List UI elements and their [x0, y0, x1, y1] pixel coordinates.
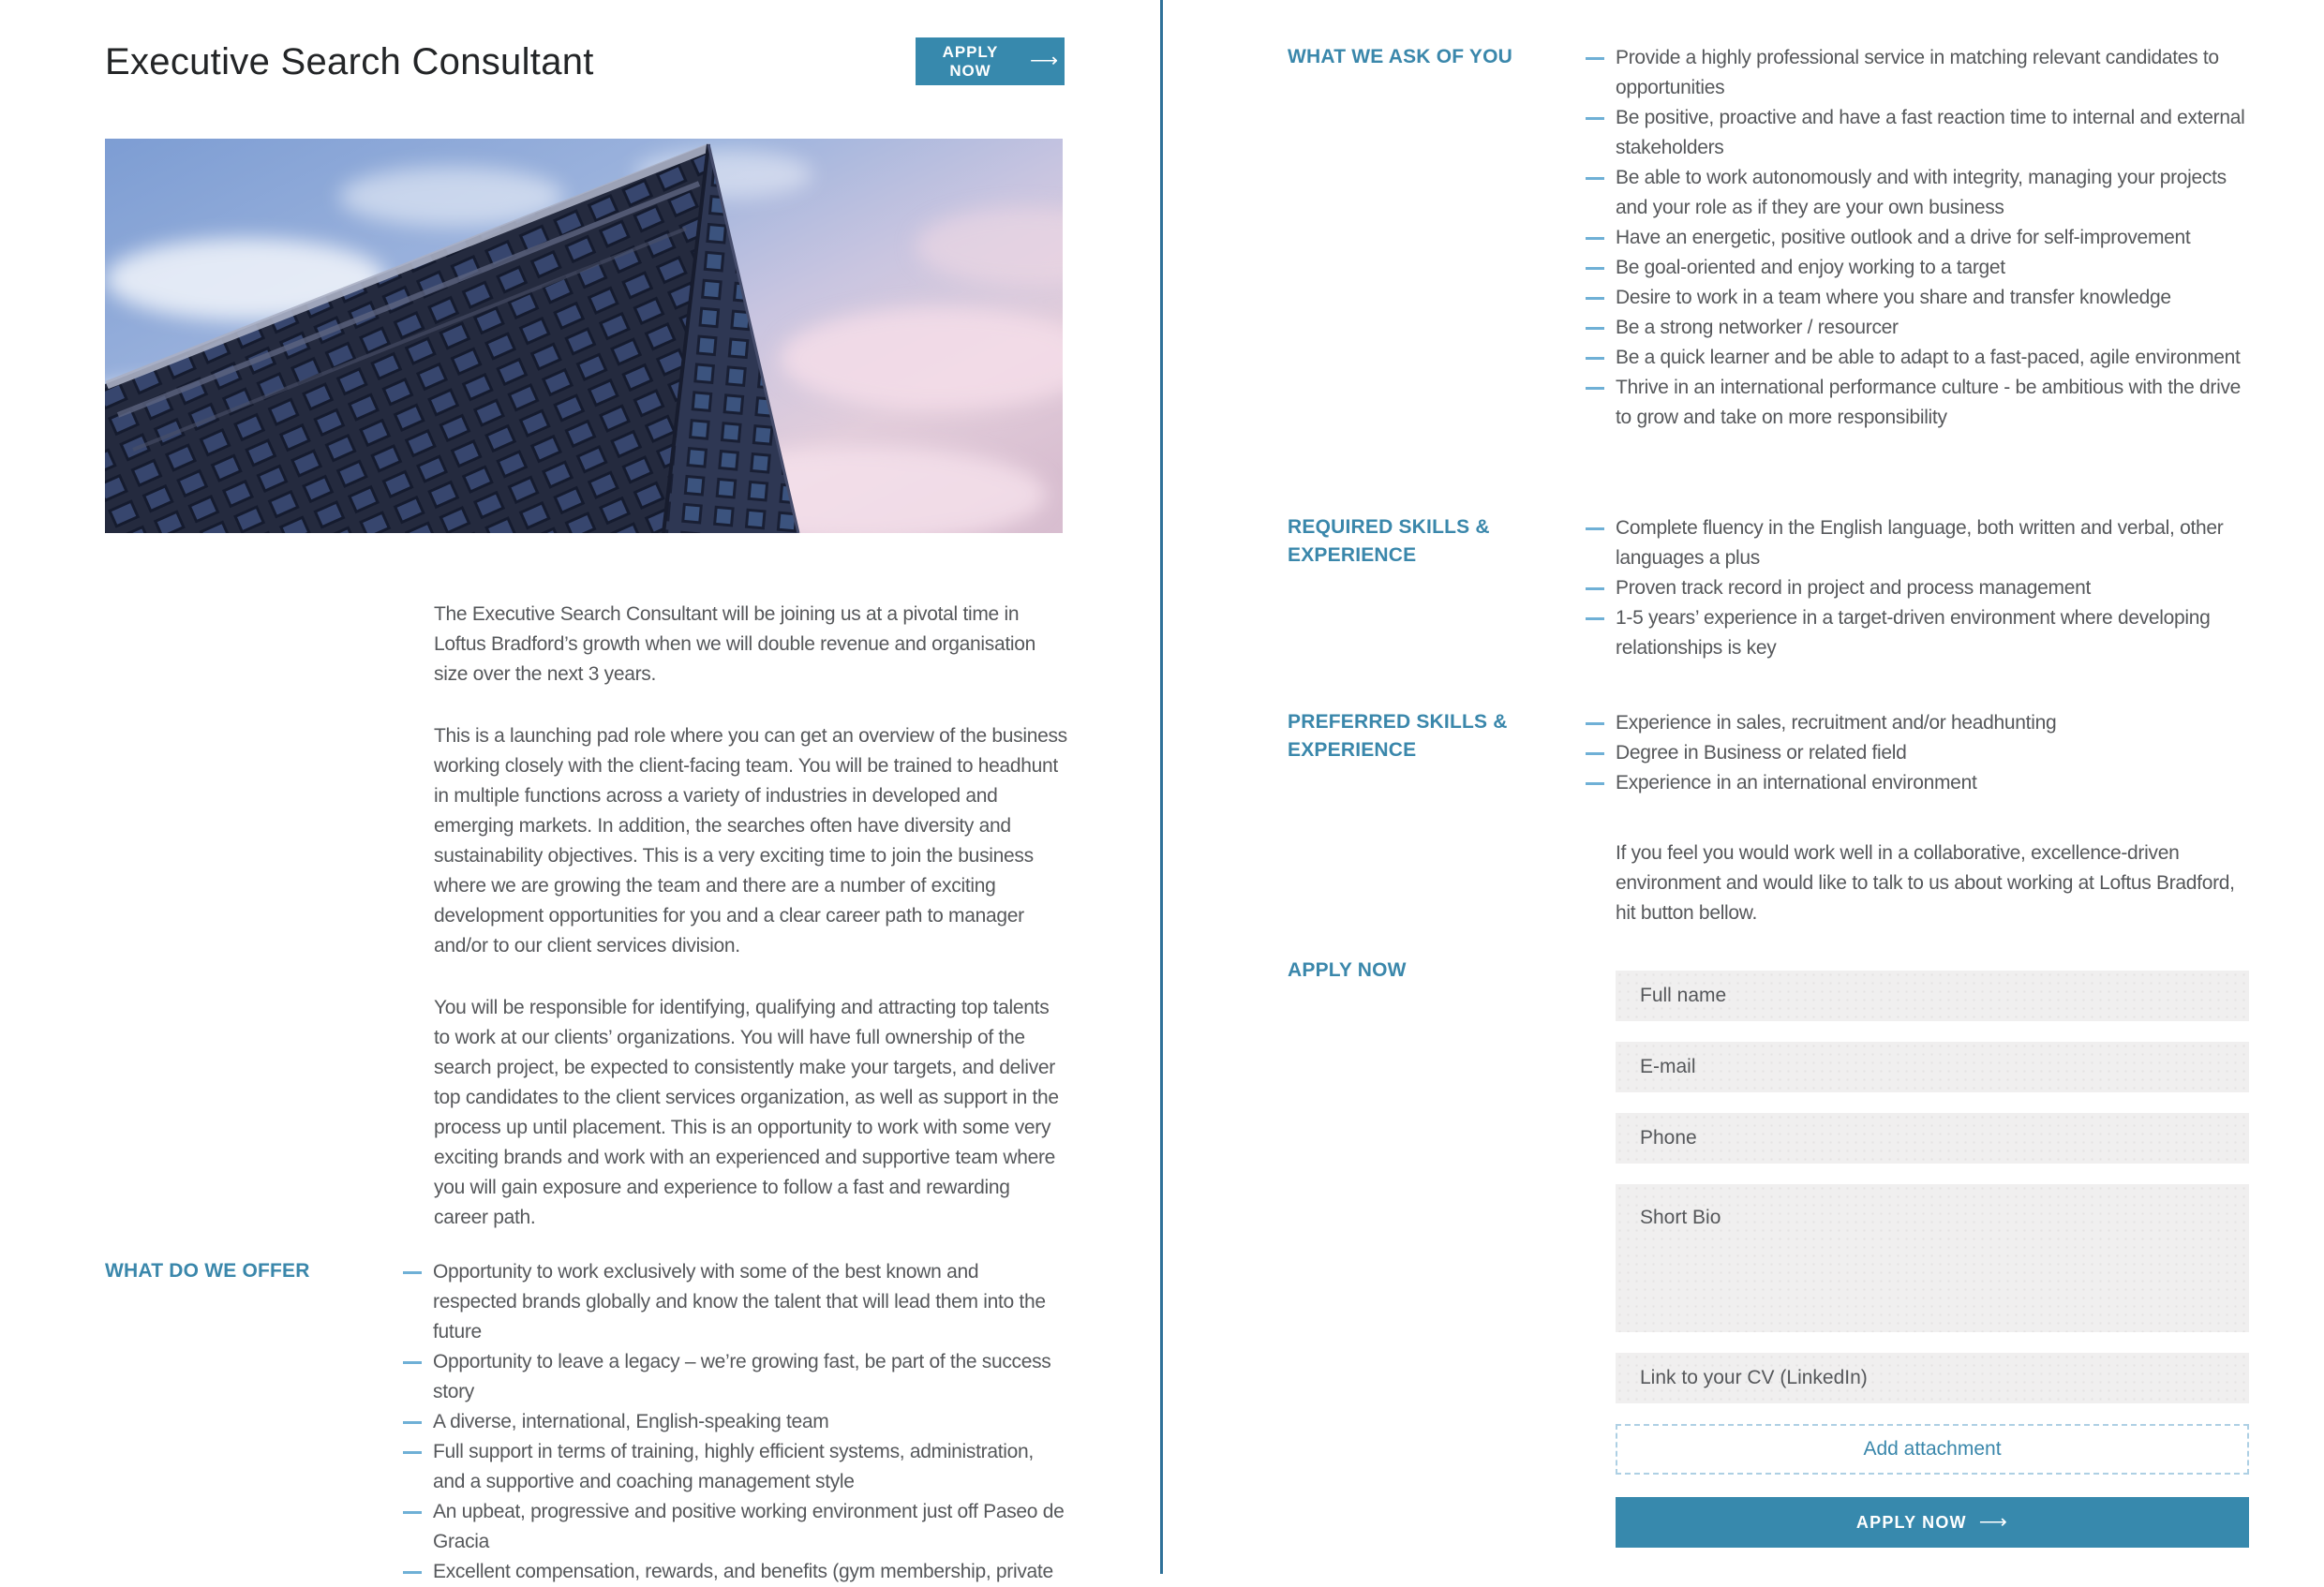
list-item — [1586, 738, 2249, 768]
list-item-text: Be positive, proactive and have a fast reaction time to internal and external stakeholders — [1616, 107, 2245, 158]
job-description — [434, 533, 1067, 1233]
arrow-right-icon: ⟶ — [1978, 1510, 2009, 1533]
list-item-text: Proven track record in project and process management — [1616, 577, 2092, 599]
dash-icon — [1586, 237, 1604, 240]
list-item-text: Opportunity to work exclusively with some of the best known and respected brands globally and know the talent that will lead them into the future — [433, 1261, 1046, 1342]
page-title: Executive Search Consultant — [105, 40, 594, 82]
dash-icon — [1586, 357, 1604, 360]
list-item — [1586, 223, 2249, 253]
closing-paragraph-row — [1288, 838, 2249, 928]
list-item-text: Be a quick learner and be able to adapt to a fast-paced, agile environment — [1616, 347, 2241, 368]
spacer — [1288, 838, 1586, 928]
dash-icon — [1586, 722, 1604, 725]
dash-icon — [1586, 617, 1604, 620]
section-required-skills — [1288, 513, 2249, 663]
list-item-text: Have an energetic, positive outlook and a drive for self-improvement — [1616, 227, 2191, 248]
flatiron-building-photo — [105, 139, 1063, 533]
apply-now-submit-button[interactable] — [1616, 1497, 2249, 1548]
list-item-text: An upbeat, progressive and positive working environment just off Paseo de Gracia — [433, 1501, 1065, 1552]
list-item-text: Provide a highly professional service in matching relevant candidates to opportunities — [1616, 47, 2219, 98]
dash-icon — [1586, 297, 1604, 300]
job-header — [105, 37, 1065, 85]
arrow-right-icon: ⟶ — [1029, 50, 1059, 71]
left-column — [105, 0, 1065, 1587]
list-item — [1586, 103, 2249, 163]
apply-now-top-button[interactable] — [916, 37, 1065, 85]
short-bio-textarea[interactable] — [1616, 1184, 2249, 1332]
list-item — [403, 1557, 1065, 1587]
section-heading-required-skills: REQUIRED SKILLS & EXPERIENCE — [1288, 516, 1490, 566]
dash-icon — [1586, 57, 1604, 60]
list-item — [1586, 283, 2249, 313]
list-item — [403, 1497, 1065, 1557]
list-item-text: Full support in terms of training, highly efficient systems, administration, and a supportive and coaching management style — [433, 1441, 1034, 1492]
dash-icon — [403, 1421, 422, 1424]
list-item — [403, 1257, 1065, 1347]
dash-icon — [1586, 177, 1604, 180]
dash-icon — [1586, 267, 1604, 270]
closing-paragraph: If you feel you would work well in a collaborative, excellence-driven environment and would like to talk to us about working at Loftus Bradford, hit button bellow. — [1616, 842, 2235, 924]
list-item-text: Degree in Business or related field — [1616, 742, 1907, 764]
dash-icon — [403, 1271, 422, 1274]
list-item-text: 1-5 years’ experience in a target-driven environment where developing relationships is key — [1616, 607, 2211, 659]
right-column — [1288, 0, 2249, 1548]
section-preferred-skills — [1288, 708, 2249, 798]
application-form — [1586, 957, 2249, 1548]
list-item-text: Complete fluency in the English language, both written and verbal, other languages a plus — [1616, 517, 2224, 569]
apply-now-top-label: APPLY NOW — [942, 42, 999, 80]
list-item — [403, 1407, 1065, 1437]
list-item — [1586, 373, 2249, 433]
add-attachment-label: Add attachment — [1863, 1438, 2002, 1460]
list-item — [1586, 43, 2249, 103]
list-item — [1586, 313, 2249, 343]
section-heading-what-do-we-offer: WHAT DO WE OFFER — [105, 1260, 310, 1282]
list-item — [1586, 513, 2249, 573]
list-item — [1586, 163, 2249, 223]
list-item — [1586, 573, 2249, 603]
list-item-text: Thrive in an international performance culture - be ambitious with the drive to grow and take on more responsibility — [1616, 377, 2242, 428]
dash-icon — [1586, 782, 1604, 785]
list-item — [403, 1347, 1065, 1407]
offer-bullet-list — [403, 1257, 1065, 1587]
dash-icon — [1586, 752, 1604, 755]
dash-icon — [403, 1511, 422, 1514]
dash-icon — [1586, 327, 1604, 330]
list-item-text: Excellent compensation, rewards, and benefits (gym membership, private — [433, 1561, 1053, 1582]
dash-icon — [1586, 117, 1604, 120]
dash-icon — [1586, 587, 1604, 590]
add-attachment-button[interactable] — [1616, 1424, 2249, 1475]
section-what-we-ask-of-you — [1288, 43, 2249, 433]
dash-icon — [403, 1451, 422, 1454]
list-item-text: A diverse, international, English-speaking team — [433, 1411, 829, 1432]
list-item — [1586, 708, 2249, 738]
section-apply-now — [1288, 957, 2249, 1548]
list-item-text: Desire to work in a team where you share and transfer knowledge — [1616, 287, 2171, 308]
job-paragraph: You will be responsible for identifying, qualifying and attracting top talents to work at our clients’ organizations. You will have full ownership of the search project, be expected to consistently make your targets, and deliver top candidates to the client services organization, as well as support in the process up until placement. This is an opportunity to work with some very exciting brands and work with an experienced and supportive team where you will gain exposure and experience to follow a fast and rewarding career path. — [434, 997, 1059, 1228]
required-bullet-list — [1586, 513, 2249, 663]
list-item-text: Be a strong networker / resourcer — [1616, 317, 1899, 338]
section-heading-what-we-ask-of-you: WHAT WE ASK OF YOU — [1288, 46, 1513, 67]
job-paragraph: The Executive Search Consultant will be joining us at a pivotal time in Loftus Bradford’s growth when we will double revenue and organisation size over the next 3 years. — [434, 603, 1035, 685]
email-input[interactable] — [1616, 1042, 2249, 1092]
dash-icon — [1586, 527, 1604, 530]
preferred-bullet-list — [1586, 708, 2249, 798]
dash-icon — [1586, 387, 1604, 390]
dash-icon — [403, 1361, 422, 1364]
list-item — [1586, 768, 2249, 798]
section-heading-apply-now: APPLY NOW — [1288, 959, 1407, 981]
cv-link-input[interactable] — [1616, 1353, 2249, 1403]
list-item — [1586, 603, 2249, 663]
phone-input[interactable] — [1616, 1113, 2249, 1164]
list-item-text: Experience in an international environment — [1616, 772, 1977, 794]
list-item — [1586, 343, 2249, 373]
section-what-do-we-offer — [105, 1257, 1065, 1587]
ask-bullet-list — [1586, 43, 2249, 433]
full-name-input[interactable] — [1616, 971, 2249, 1021]
list-item-text: Be able to work autonomously and with integrity, managing your projects and your role as if they are your own business — [1616, 167, 2227, 218]
list-item-text: Opportunity to leave a legacy – we’re growing fast, be part of the success story — [433, 1351, 1051, 1402]
list-item — [1586, 253, 2249, 283]
list-item-text: Experience in sales, recruitment and/or headhunting — [1616, 712, 2057, 734]
column-divider — [1160, 0, 1163, 1574]
apply-now-submit-label: APPLY NOW — [1855, 1512, 1967, 1532]
section-heading-preferred-skills: PREFERRED SKILLS & EXPERIENCE — [1288, 711, 1508, 761]
job-paragraph: This is a launching pad role where you can get an overview of the business working closely with the client-facing team. You will be trained to headhunt in multiple functions across a variety of industries in developed and emerging markets. In addition, the searches often have diversity and sustainability objectives. This is a very exciting time to join the business where we are growing the team and there are a number of exciting development opportunities for you and a clear career path to manager and/or to our client services division. — [434, 725, 1067, 957]
list-item — [403, 1437, 1065, 1497]
list-item-text: Be goal-oriented and enjoy working to a target — [1616, 257, 2005, 278]
